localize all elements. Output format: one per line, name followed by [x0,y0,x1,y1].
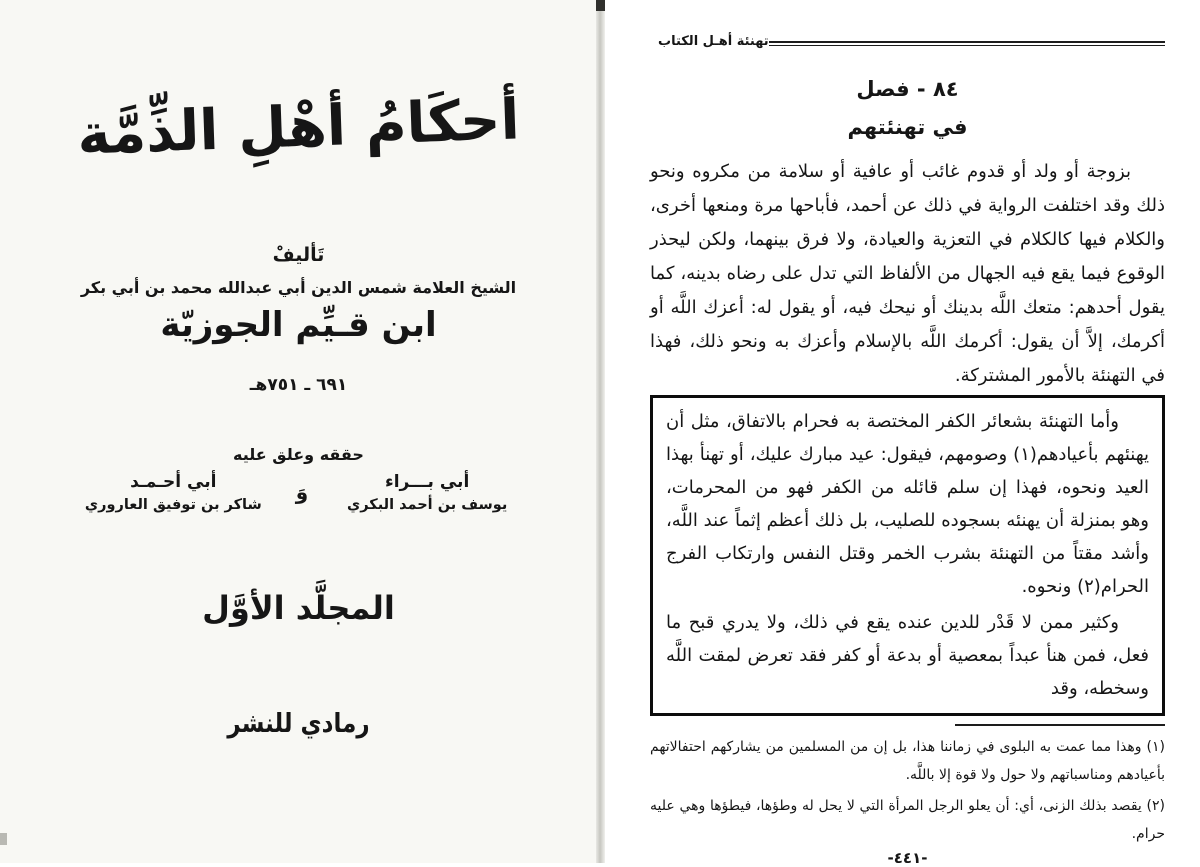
boxed-paragraph-1: وأما التهنئة بشعائر الكفر المختصة به فحرام بالاتفاق، مثل أن يهنئهم بأعيادهم(١) وصومهم، فيقول: عيد مبارك عليك، أو تهنأ بهذا العيد ونحوه، فهذا إن سلم قائله من الكفر فهو من المحرمات، وهو بمنزلة أن يهنئه بسجوده للصليب، بل ذلك أعظم إثماً عند اللَّه، وأشد مقتاً من التهنئة بشرب الخمر وقتل النفس وارتكاب الفرج الحرام(٢) ونحوه. [666,411,1150,597]
footnote-2: (٢) يقصد بذلك الزنى، أي: أن يعلو الرجل المرأة التي لا يحل له وطؤها، فيطؤها وهي عليه حرام. [650,798,1165,842]
running-header-rule [769,41,1165,46]
volume-label: المجلَّد الأوَّل [202,589,395,627]
boxed-paragraph-2: وكثير ممن لا قَدْر للدين عنده يقع في ذلك، ولا يدري قبح ما فعل، فمن هنأ عبداً بمعصية أو بدعة أو كفر فقد تعرض لمقت اللَّه وسخطه، وقد [666,612,1149,699]
editor-second [85,472,262,513]
running-header [650,34,1165,49]
editor-first-kunya: أبي بـــراء [385,472,470,492]
title-page [0,0,597,863]
left-edge-scan-mark [0,833,7,845]
editors-label: حققه وعلق عليه [233,445,364,464]
chapter-subtitle: في تهنئتهم [847,115,968,139]
byline-label: تَأليفْ [272,244,325,266]
highlighted-passage-box [650,395,1165,716]
footnote-separator-rule [955,724,1165,726]
editors-conjunction: وَ [295,480,309,504]
body-paragraph: بزوجة أو ولد أو قدوم غائب أو عافية أو سلامة من مكروه ونحو ذلك وقد اختلفت الرواية في ذلك عن أحمد، فأباحها مرة ومنعها أخرى، والكلام فيها كالكلام في التعزية والعيادة، ولا فرق بينهما، ولكن ليحذر الوقوع فيما يقع فيه الجهال من الألفاظ التي تدل على رضاه بدينه، كما يقول أحدهم: متعك اللَّه بدينك أو نيحك فيه، أو يقول له: أعزك اللَّه أو أكرمك، إلاَّ أن يقول: أكرمك اللَّه بالإسلام وأعزك به ونحو ذلك، فهذا في التهنئة بالأمور المشتركة. [650,161,1165,386]
text-page [605,0,1200,867]
editors-row [0,472,597,513]
publisher-logo: رمادي للنشر [227,709,370,739]
page-gutter [596,0,605,863]
footnote-1: (١) وهذا مما عمت به البلوى في زماننا هذا، بل إن من المسلمين من يشاركهم احتفالاتهم بأعيادهم ومناسباتهم ولا حول ولا قوة إلا باللَّه. [650,739,1165,783]
footnotes [650,733,1165,848]
editor-second-name: شاكر بن توفيق العاروري [84,497,262,513]
book-title-calligraphy: أحكَامُ أهْلِ الذِّمَّة [76,87,521,168]
editor-first-name: يوسف بن أحمد البكري [347,497,508,513]
editor-second-kunya: أبي أحـمـد [130,472,217,492]
author-dates: ٦٩١ ـ ٧٥١هـ [249,375,348,395]
running-header-title: تهنئة أهـل الكتاب [658,34,769,49]
editor-first [342,472,512,513]
author-name-calligraphy: ابن قـيِّم الجوزيّة [160,305,437,345]
page-number: -٤٤١- [887,849,928,867]
chapter-heading: ٨٤ - فصل [856,77,959,101]
author-honorific-line: الشيخ العلامة شمس الدين أبي عبدالله محمد بن أبي بكر [80,278,517,297]
